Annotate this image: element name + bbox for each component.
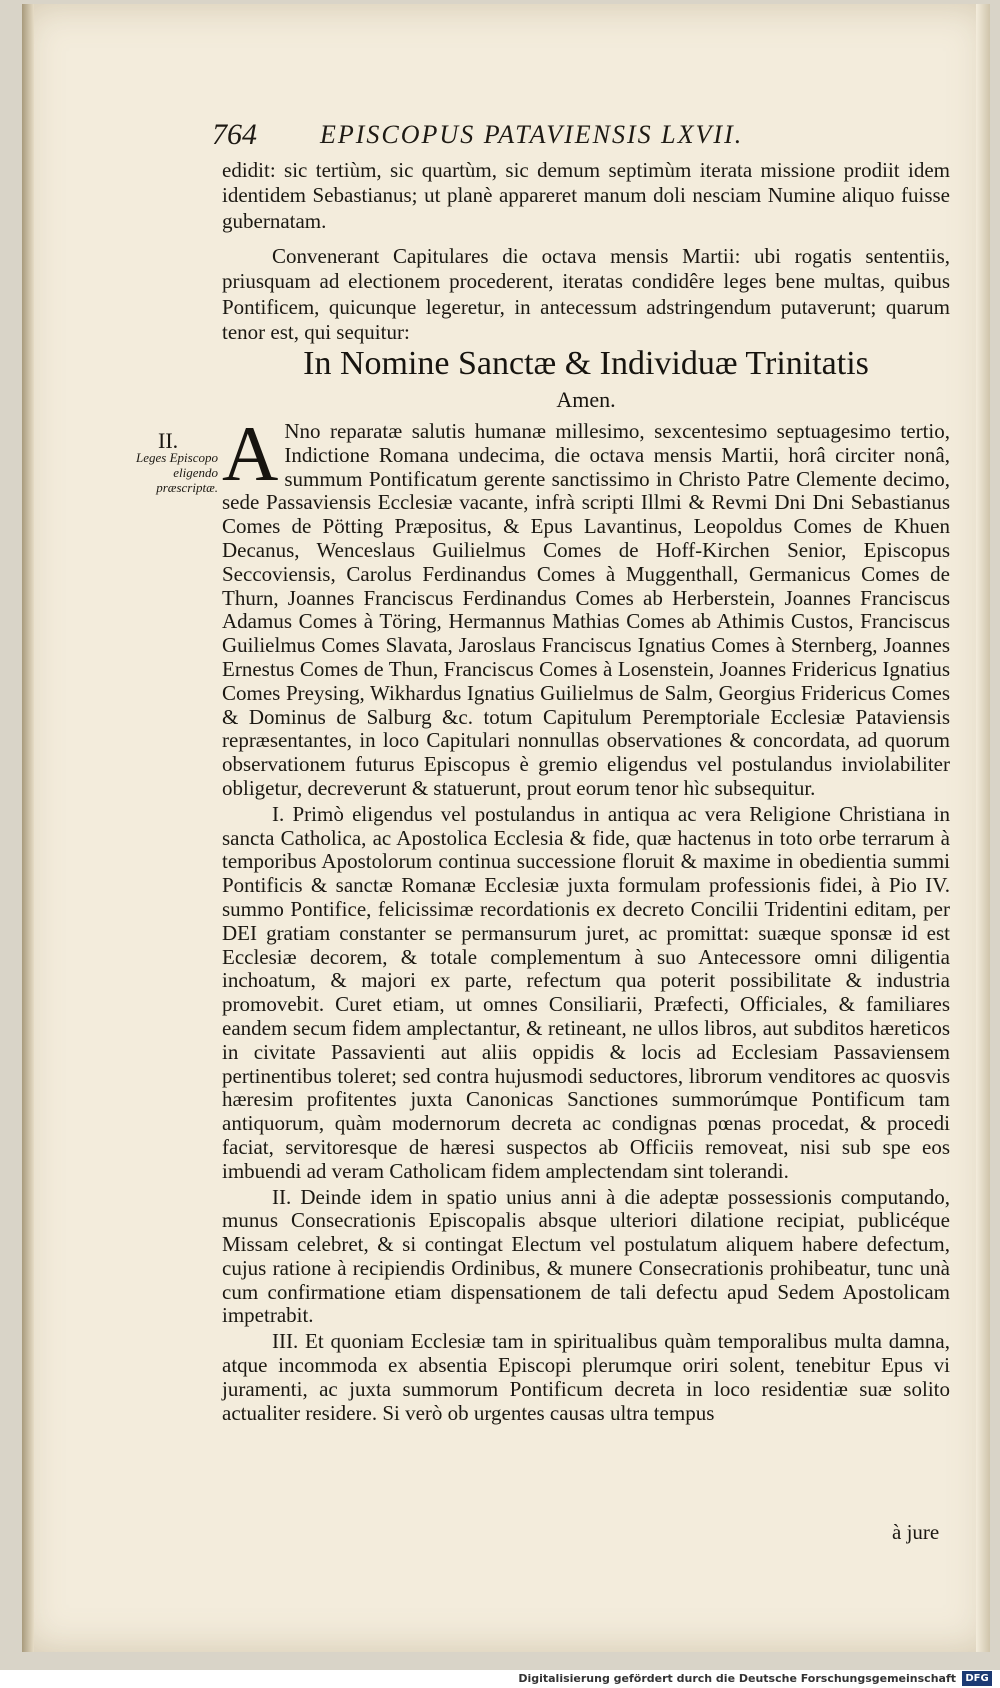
margin-section-number: II. [158, 428, 179, 453]
paragraph-1: edidit: sic tertiùm, sic quartùm, sic demum septimùm iterata missione prodiit idem identidem Sebastianus; ut planè appareret manum doli nesciam Numine aliquo fuisse gubernatam. [222, 158, 950, 233]
section-heading: In Nomine Sanctæ & Individuæ Trinitatis [303, 345, 869, 382]
page-edge [976, 4, 990, 1652]
running-head: EPISCOPUS PATAVIENSIS LXVII. [320, 120, 744, 149]
page-number: 764 [212, 118, 257, 151]
footer-bar [0, 1670, 1000, 1688]
intro-paragraph [222, 410, 950, 801]
paragraph-2: Convenerant Capitulares die octava mensis Martii: ubi rogatis sententiis, priusquam ad electionem procederent, iteratas condidêre leges bene multas, quibus Pontificem, quicunque legeretur, in antecessum adstringendum putaverunt; quarum tenor est, qui sequitur: [222, 244, 950, 345]
section-body [222, 410, 950, 1427]
page-gutter [22, 4, 34, 1652]
footer-credit: Digitalisierung gefördert durch die Deutsche Forschungsgemeinschaft [518, 1672, 956, 1685]
section-subheading: Amen. [556, 387, 616, 412]
page-header [212, 118, 852, 158]
catchword: à jure [892, 1520, 940, 1544]
item-2: II. Deinde idem in spatio unius anni à die adeptæ possessionis computando, munus Consecrationis Episcopalis absque ulteriori dilatione recipiat, publicéque Missam celebret, & si contingat Electum vel postulatum aliquem habere defectum, cujus ratione à recipiendis Ordinibus, & munere Consecrationis prohibeatur, tunc unà cum confirmatione etiam dispensationem de tali defectu apud Sedem Apostolicam impetrabit. [222, 1184, 950, 1328]
drop-cap: A [222, 410, 279, 497]
intro-text: Nno reparatæ salutis humanæ millesimo, sexcentesimo septuagesimo tertio, Indictione Romana undecima, die octava mensis Martii, horâ circiter nonâ, summum Pontificatum gerente sanctissimo in Christo Patre Clemente decimo, sede Passaviensis Ecclesiæ vacante, infrà scripti Illmi & Revmi Dni Dni Sebastianus Comes de Pötting Præpositus, & Epus Lavantinus, Leopoldus Comes de Khuen Decanus, Wenceslaus Guilielmus Comes de Hoff-Kirchen Senior, Episcopus Seccoviensis, Carolus Ferdinandus Comes à Muggenthall, Germanicus Comes de Thurn, Joannes Franciscus Ferdinandus Comes ab Herberstein, Joannes Franciscus Adamus Comes à Töring, Hermannus Mathias Comes ab Athimis Custos, Franciscus Guilielmus Comes Slavata, Jaroslaus Franciscus Ignatius Comes à Sternberg, Joannes Ernestus Comes de Thun, Franciscus Comes à Losenstein, Joannes Fridericus Ignatius Comes Preysing, Wikhardus Ignatius Guilielmus de Salm, Georgius Fridericus Comes & Dominus de Salburg &c. totum Capitulum Peremptoriale Ecclesiæ Pataviensis repræsentantes, in loco Capitulari nonnullas observationes & concordata, ad quorum observationem futurus Episcopus è gremio eligendus vel postulandus inviolabiliter obligetur, decreverunt & statuerunt, prout eorum tenor hìc subsequitur. [222, 419, 950, 800]
item-3: III. Et quoniam Ecclesiæ tam in spiritualibus quàm temporalibus multa damna, atque incommoda ex absentia Episcopi plerumque oriri solent, tenebitur Epus vi juramenti, ac juxta summorum Pontificum decreta in loco residentiæ suæ solito actualiter residere. Si verò ob urgentes causas ultra tempus [222, 1329, 950, 1425]
margin-note: Leges Episcopo eligendo præscriptæ. [136, 450, 218, 495]
item-1: I. Primò eligendus vel postulandus in antiqua ac vera Religione Christiana in sancta Catholica, ac Apostolica Ecclesia & fide, quæ hactenus in toto orbe terrarum à temporibus Apostolorum continua successione floruit & maxime in obedientia summi Pontificis & sanctæ Romanæ Ecclesiæ juxta formulam professionis fidei, à Pio IV. summo Pontifice, felicissimæ recordationis ex decreto Concilii Tridentini editam, per DEI gratiam constanter se permansurum juret, ac promittat: suæque sponsæ id est Ecclesiæ decorem, & totale complementum à suo Antecessore omni diligentia inchoatum, & majori ex parte, refectum qua poterit possibilitate & industria promovebit. Curet etiam, ut omnes Consiliarii, Præfecti, Officiales, & familiares eandem secum fidem amplectantur, & retineant, ne ullos libros, aut subditos hæreticos in civitate Passavienti aut aliis oppidis & locis ad Ecclesiam Passaviensem pertinentibus toleret; sed contra hujusmodi seductores, librorum venditores ac quosvis hæresim profitentes juxta Canonicas Sanctiones summorúmque Pontificum tam antiquorum, quàm modernorum decreta ac condignas pœnas procedat, & procedi faciat, servitoresque de hæresi suspectos ab Officiis removeat, nisi sub spe eos imbuendi ad veram Catholicam fidem amplectendam sint tolerandi. [222, 801, 950, 1183]
dfg-logo: DFG [962, 1671, 992, 1686]
